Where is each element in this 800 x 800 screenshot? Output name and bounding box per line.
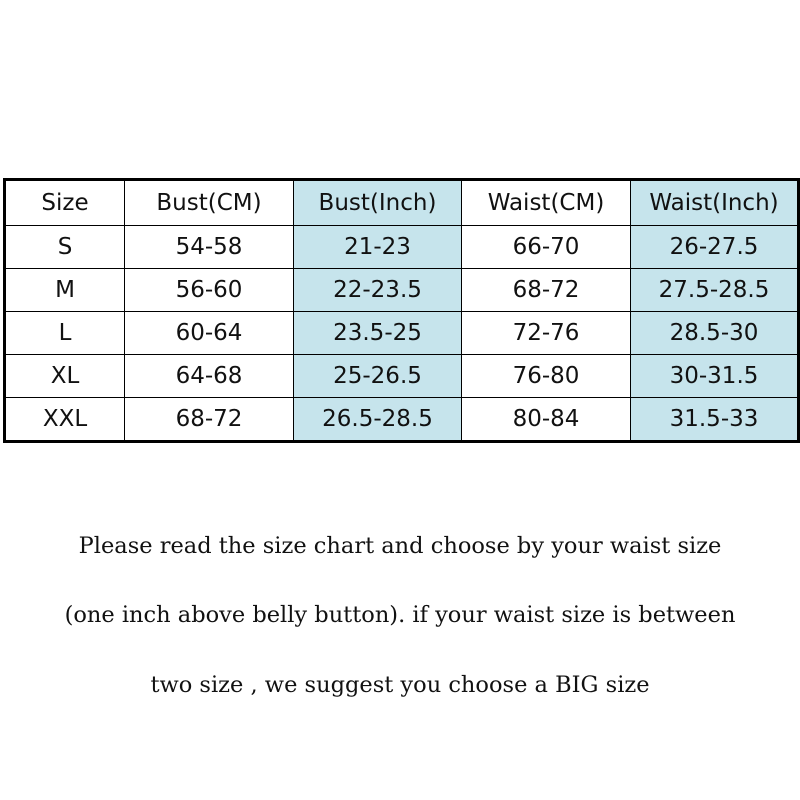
- cell-waist-inch: 30-31.5: [631, 355, 799, 398]
- header-bust-inch: Bust(Inch): [294, 180, 462, 226]
- table-row: [5, 269, 799, 312]
- cell-waist-cm: 76-80: [462, 355, 631, 398]
- cell-bust-inch: 26.5-28.5: [294, 398, 462, 442]
- cell-size: L: [5, 312, 125, 355]
- cell-size: XXL: [5, 398, 125, 442]
- cell-waist-inch: 31.5-33: [631, 398, 799, 442]
- header-bust-cm: Bust(CM): [125, 180, 294, 226]
- cell-waist-cm: 72-76: [462, 312, 631, 355]
- cell-waist-cm: 80-84: [462, 398, 631, 442]
- table-header-row: [5, 180, 799, 226]
- cell-waist-cm: 66-70: [462, 226, 631, 269]
- header-size: Size: [5, 180, 125, 226]
- cell-bust-cm: 68-72: [125, 398, 294, 442]
- cell-waist-cm: 68-72: [462, 269, 631, 312]
- cell-bust-cm: 64-68: [125, 355, 294, 398]
- cell-bust-inch: 23.5-25: [294, 312, 462, 355]
- table-row: [5, 398, 799, 442]
- table-row: [5, 226, 799, 269]
- cell-bust-cm: 56-60: [125, 269, 294, 312]
- cell-waist-inch: 28.5-30: [631, 312, 799, 355]
- table-row: [5, 312, 799, 355]
- header-waist-cm: Waist(CM): [462, 180, 631, 226]
- cell-bust-inch: 21-23: [294, 226, 462, 269]
- note-line-3: two size , we suggest you choose a BIG size: [150, 672, 650, 698]
- note-line-1: Please read the size chart and choose by your waist size: [78, 533, 722, 559]
- cell-waist-inch: 27.5-28.5: [631, 269, 799, 312]
- cell-bust-cm: 60-64: [125, 312, 294, 355]
- note-line-2: (one inch above belly button). if your waist size is between: [64, 602, 736, 628]
- cell-waist-inch: 26-27.5: [631, 226, 799, 269]
- cell-size: M: [5, 269, 125, 312]
- size-chart-table: [3, 178, 800, 443]
- table-row: [5, 355, 799, 398]
- cell-size: XL: [5, 355, 125, 398]
- cell-size: S: [5, 226, 125, 269]
- cell-bust-inch: 25-26.5: [294, 355, 462, 398]
- cell-bust-inch: 22-23.5: [294, 269, 462, 312]
- cell-bust-cm: 54-58: [125, 226, 294, 269]
- header-waist-inch: Waist(Inch): [631, 180, 799, 226]
